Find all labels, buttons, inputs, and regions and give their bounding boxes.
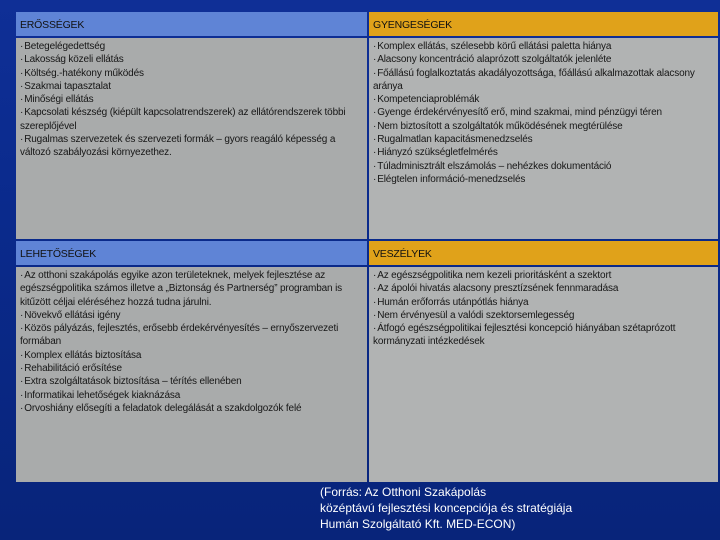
strengths-header: ERŐSSÉGEK — [16, 12, 367, 36]
list-item: · Orvoshiány elősegíti a feladatok delegálását a szakdolgozók felé — [20, 402, 363, 415]
list-item: · Elégtelen információ-menedzselés — [373, 173, 714, 186]
list-item: · Humán erőforrás utánpótlás hiánya — [373, 296, 714, 309]
list-item: · Növekvő ellátási igény — [20, 309, 363, 322]
list-item: · Nem biztosított a szolgáltatók működésének megtérülése — [373, 120, 714, 133]
source-citation — [320, 484, 710, 532]
source-line: középtávú fejlesztési koncepciója és stratégiája — [320, 501, 573, 515]
strengths-list — [20, 40, 363, 160]
list-item: · Nem érvényesül a valódi szektorsemlegesség — [373, 309, 714, 322]
list-item: · Rehabilitáció erősítése — [20, 362, 363, 375]
list-item: · Átfogó egészségpolitikai fejlesztési koncepció hiányában szétaprózott kormányzati intézkedések — [373, 322, 714, 349]
weaknesses-header: GYENGESÉGEK — [369, 12, 718, 36]
opportunities-header: LEHETŐSÉGEK — [16, 241, 367, 265]
list-item: · Rugalmas szervezetek és szervezeti formák – gyors reagáló képesség a változó szabályozási környezethez. — [20, 133, 363, 160]
list-item: · Hiányzó szükségletfelmérés — [373, 146, 714, 159]
opportunities-cell — [16, 267, 367, 482]
list-item: · Informatikai lehetőségek kiaknázása — [20, 389, 363, 402]
list-item: · Az ápolói hivatás alacsony presztízsének fennmaradása — [373, 282, 714, 295]
list-item: · Betegelégedettség — [20, 40, 363, 53]
strengths-cell — [16, 38, 367, 239]
list-item: · Komplex ellátás, szélesebb körű ellátási paletta hiánya — [373, 40, 714, 53]
weaknesses-cell — [369, 38, 718, 239]
weaknesses-list — [373, 40, 714, 186]
list-item: · Rugalmatlan kapacitásmenedzselés — [373, 133, 714, 146]
list-item: · Kompetenciaproblémák — [373, 93, 714, 106]
source-line: Humán Szolgáltató Kft. MED-ECON) — [320, 517, 516, 531]
threats-list — [373, 269, 714, 349]
threats-header: VESZÉLYEK — [369, 241, 718, 265]
opportunities-list — [20, 269, 363, 415]
list-item: · Komplex ellátás biztosítása — [20, 349, 363, 362]
list-item: · Alacsony koncentráció alaprózott szolgáltatók jelenléte — [373, 53, 714, 66]
list-item: · Minőségi ellátás — [20, 93, 363, 106]
list-item: · Lakosság közeli ellátás — [20, 53, 363, 66]
list-item: · Szakmai tapasztalat — [20, 80, 363, 93]
list-item: · Az otthoni szakápolás egyike azon területeknek, melyek fejlesztése az egészségpolitika számos illetve a „Biztonság és Partnerség” programban is kitűzött céljai eléréséhez hozzá tudna járulni. — [20, 269, 363, 309]
threats-cell — [369, 267, 718, 482]
list-item: · Az egészségpolitika nem kezeli prioritásként a szektort — [373, 269, 714, 282]
source-line: (Forrás: Az Otthoni Szakápolás — [320, 485, 487, 499]
list-item: · Extra szolgáltatások biztosítása – térítés ellenében — [20, 375, 363, 388]
list-item: · Túladminisztrált elszámolás – nehézkes dokumentáció — [373, 160, 714, 173]
list-item: · Főállású foglalkoztatás akadályozottsága, főállású alkalmazottak alacsony aránya — [373, 67, 714, 94]
list-item: · Kapcsolati készség (kiépült kapcsolatrendszerek) az ellátórendszerek többi szereplőjével — [20, 106, 363, 133]
list-item: · Költség.-hatékony működés — [20, 67, 363, 80]
list-item: · Közös pályázás, fejlesztés, erősebb érdekérvényesítés – ernyőszervezeti formában — [20, 322, 363, 349]
list-item: · Gyenge érdekérvényesítő erő, mind szakmai, mind pénzügyi téren — [373, 106, 714, 119]
